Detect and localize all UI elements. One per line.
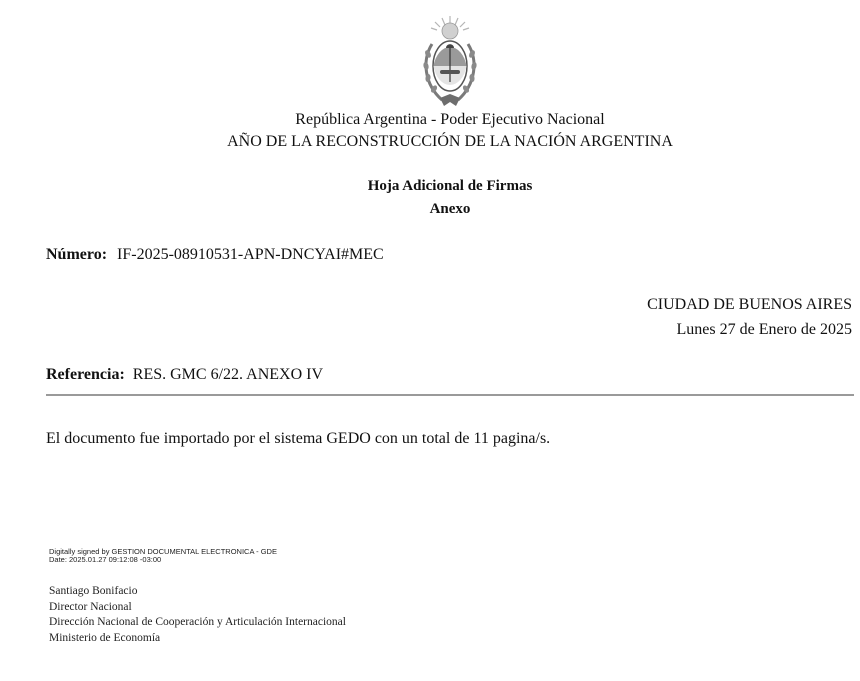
- signer-block: [49, 584, 346, 646]
- digital-signature-date: Date: 2025.01.27 09:12:08 -03:00: [49, 555, 162, 564]
- date-line: Lunes 27 de Enero de 2025: [676, 321, 852, 338]
- section-divider: [46, 394, 854, 396]
- document-subtitle: Anexo: [429, 201, 471, 217]
- signer-ministry: Ministerio de Economía: [49, 631, 161, 644]
- document-body-text: El documento fue importado por el sistema GEDO con un total de 11 pagina/s.: [46, 430, 551, 447]
- document-title: Hoja Adicional de Firmas: [367, 178, 533, 194]
- document-number-row: [46, 246, 384, 264]
- reference-label: Referencia:: [46, 366, 125, 383]
- city-line: CIUDAD DE BUENOS AIRES: [647, 296, 852, 313]
- document-number-label: Número:: [46, 246, 108, 263]
- reference-row: [46, 366, 323, 384]
- government-line: República Argentina - Poder Ejecutivo Nacional: [295, 111, 605, 128]
- signer-name: Santiago Bonifacio: [49, 585, 138, 597]
- signer-department: Dirección Nacional de Cooperación y Articulación Internacional: [49, 616, 346, 628]
- year-motto-line: AÑO DE LA RECONSTRUCCIÓN DE LA NACIÓN ARGENTINA: [227, 133, 673, 150]
- argentina-coat-of-arms-icon: [418, 14, 482, 110]
- signer-position: Director Nacional: [49, 600, 132, 613]
- digital-signature-signed-by: Digitally signed by GESTION DOCUMENTAL ELECTRONICA - GDE: [49, 547, 277, 556]
- reference-value: RES. GMC 6/22. ANEXO IV: [132, 366, 324, 383]
- digital-signature-stamp: [49, 548, 277, 564]
- document-number-value: IF-2025-08910531-APN-DNCYAI#MEC: [117, 246, 384, 263]
